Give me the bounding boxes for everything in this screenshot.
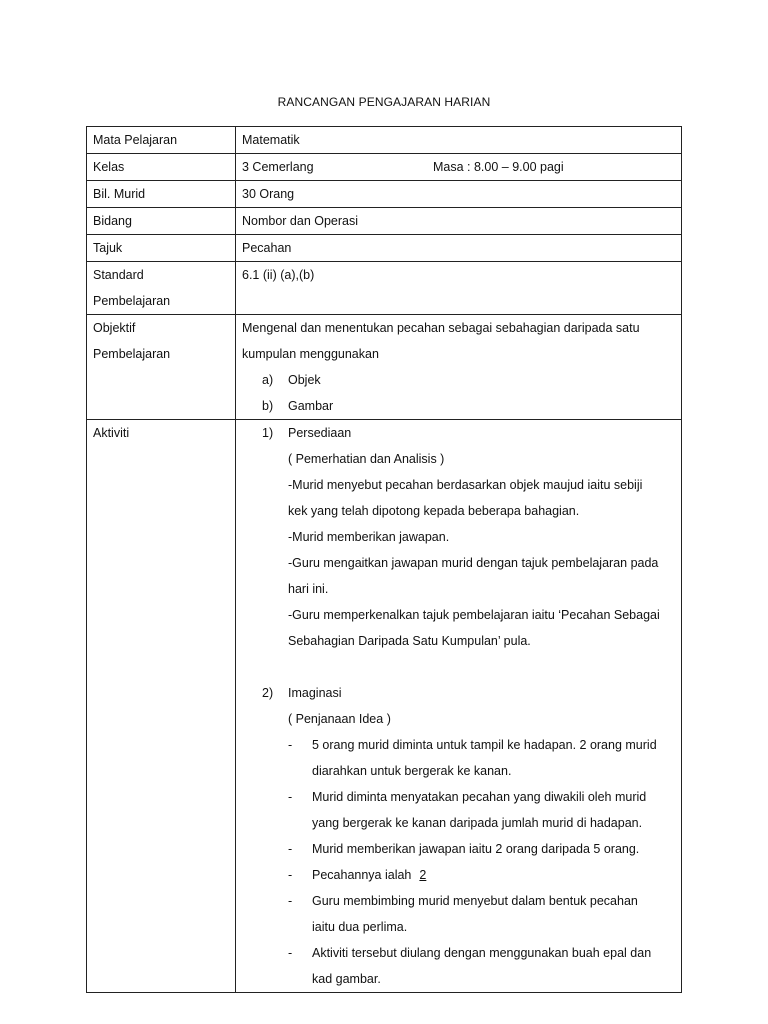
label-standard-1: Standard	[93, 268, 144, 282]
step-2-bullet	[242, 940, 675, 966]
value-objektif-cell	[236, 315, 682, 420]
bullet-text: iaitu dua perlima.	[312, 920, 408, 934]
step-2-bullet-cont	[242, 914, 675, 940]
bullet-text: kad gambar.	[312, 972, 381, 986]
step-2-bullet-cont	[242, 966, 675, 992]
label-bidang: Bidang	[87, 208, 236, 235]
step-1-line: kek yang telah dipotong kepada beberapa bahagian.	[288, 504, 580, 518]
dash-spacer	[288, 810, 312, 836]
label-kelas: Kelas	[87, 154, 236, 181]
dash-spacer	[288, 914, 312, 940]
objektif-item-marker: a)	[262, 373, 274, 387]
step-1-line: -Guru mengaitkan jawapan murid dengan tajuk pembelajaran pada	[288, 556, 659, 570]
label-objektif-1: Objektif	[93, 321, 136, 335]
value-mata-pelajaran: Matematik	[236, 127, 682, 154]
bullet-text: yang bergerak ke kanan daripada jumlah murid di hadapan.	[312, 816, 643, 830]
bullet-text: diarahkan untuk bergerak ke kanan.	[312, 764, 512, 778]
row-standard	[87, 262, 682, 315]
row-aktiviti	[87, 420, 682, 993]
step-2-marker: 2)	[262, 686, 274, 700]
row-kelas	[87, 154, 682, 181]
spacer	[242, 654, 675, 680]
objektif-item-text: Objek	[288, 373, 321, 387]
lesson-plan-table	[86, 126, 682, 993]
value-masa: Masa : 8.00 – 9.00 pagi	[433, 160, 564, 174]
row-bil-murid	[87, 181, 682, 208]
step-1-subtitle: ( Pemerhatian dan Analisis )	[288, 452, 445, 466]
step-1-line: -Guru memperkenalkan tajuk pembelajaran iaitu ‘Pecahan Sebagai	[288, 608, 660, 622]
value-kelas-cell	[236, 154, 682, 181]
value-standard: 6.1 (ii) (a),(b)	[236, 262, 682, 315]
bullet-text: Murid memberikan jawapan iaitu 2 orang daripada 5 orang.	[312, 842, 640, 856]
row-mata-pelajaran	[87, 127, 682, 154]
label-bil-murid: Bil. Murid	[87, 181, 236, 208]
row-tajuk	[87, 235, 682, 262]
step-2-bullet-cont	[242, 758, 675, 784]
fraction-numerator: 2	[419, 868, 427, 882]
objektif-item-text: Gambar	[288, 399, 334, 413]
step-1-heading	[242, 420, 675, 446]
step-2-bullet-cont	[242, 810, 675, 836]
dash-marker: -	[288, 946, 293, 960]
label-aktiviti: Aktiviti	[87, 420, 236, 993]
value-kelas: 3 Cemerlang	[242, 160, 314, 174]
row-objektif	[87, 315, 682, 420]
objektif-item-b	[242, 393, 675, 419]
objektif-item-marker: b)	[262, 399, 274, 413]
step-2-bullet	[242, 888, 675, 914]
bullet-text: Aktiviti tersebut diulang dengan menggunakan buah epal dan	[312, 946, 652, 960]
label-tajuk: Tajuk	[87, 235, 236, 262]
value-tajuk: Pecahan	[236, 235, 682, 262]
bullet-text: 5 orang murid diminta untuk tampil ke hadapan. 2 orang murid	[312, 738, 657, 752]
step-2-heading	[242, 680, 675, 706]
label-mata-pelajaran: Mata Pelajaran	[87, 127, 236, 154]
label-objektif-cell	[87, 315, 236, 420]
step-1-title: Persediaan	[288, 426, 352, 440]
bullet-text: Pecahannya ialah	[312, 868, 412, 882]
step-1-line: -Murid menyebut pecahan berdasarkan objek maujud iaitu sebiji	[288, 478, 643, 492]
value-bidang: Nombor dan Operasi	[236, 208, 682, 235]
step-1-marker: 1)	[262, 426, 274, 440]
step-1-line: hari ini.	[288, 582, 329, 596]
dash-marker: -	[288, 868, 293, 882]
dash-spacer	[288, 758, 312, 784]
value-bil-murid: 30 Orang	[236, 181, 682, 208]
row-bidang	[87, 208, 682, 235]
step-2-bullet	[242, 862, 675, 888]
dash-marker: -	[288, 738, 293, 752]
dash-marker: -	[288, 790, 293, 804]
bullet-text: Guru membimbing murid menyebut dalam bentuk pecahan	[312, 894, 638, 908]
page-title: RANCANGAN PENGAJARAN HARIAN	[277, 95, 491, 109]
step-2-bullet	[242, 836, 675, 862]
step-2-bullet	[242, 732, 675, 758]
bullet-text: Murid diminta menyatakan pecahan yang diwakili oleh murid	[312, 790, 647, 804]
value-aktiviti-cell	[236, 420, 682, 993]
label-objektif-2: Pembelajaran	[93, 347, 171, 361]
step-2-subtitle: ( Penjanaan Idea )	[288, 712, 391, 726]
step-2-title: Imaginasi	[288, 686, 342, 700]
objektif-item-a	[242, 367, 675, 393]
objektif-line-1: Mengenal dan menentukan pecahan sebagai sebahagian daripada satu	[242, 321, 640, 335]
step-1-line: Sebahagian Daripada Satu Kumpulan’ pula.	[288, 634, 531, 648]
dash-marker: -	[288, 842, 293, 856]
label-standard-cell	[87, 262, 236, 315]
dash-marker: -	[288, 894, 293, 908]
dash-spacer	[288, 966, 312, 992]
label-standard-2: Pembelajaran	[93, 294, 171, 308]
step-2-bullet	[242, 784, 675, 810]
objektif-line-2: kumpulan menggunakan	[242, 347, 379, 361]
step-1-line: -Murid memberikan jawapan.	[288, 530, 450, 544]
